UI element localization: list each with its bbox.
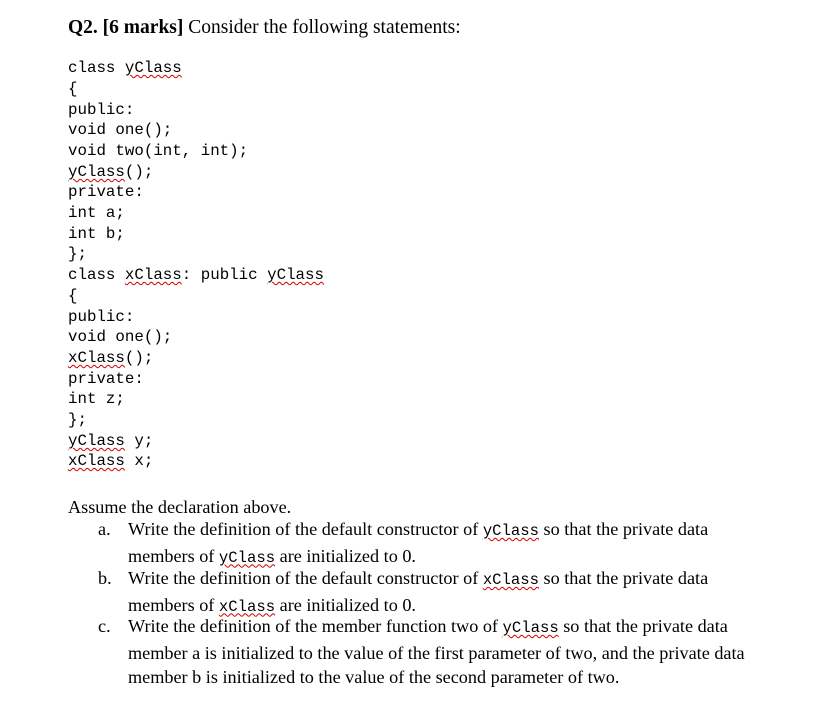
item-text-line: member a is initialized to the value of the first parameter of two, and the private data — [128, 642, 745, 663]
intro-text: Assume the declaration above. — [68, 497, 292, 517]
code-line: private: — [68, 183, 144, 201]
item-text-segment: so that the private data — [538, 568, 709, 588]
class-identifier: yClass — [124, 59, 182, 77]
code-text: (); — [124, 163, 154, 181]
item-marker: a. — [98, 519, 111, 539]
code-line — [68, 59, 182, 77]
code-line: int b; — [68, 225, 125, 243]
question-marks: [6 marks] — [102, 17, 184, 38]
item-text-segment: are initialized to 0. — [275, 594, 416, 615]
code-line: public: — [68, 101, 135, 119]
class-identifier: yClass — [68, 432, 125, 450]
item-text-segment: so that the private data — [558, 616, 728, 636]
item-text-segment: members of — [128, 594, 219, 615]
item-text-segment: are initialized to 0. — [275, 545, 416, 566]
class-identifier: yClass — [267, 266, 324, 284]
question-heading — [68, 17, 461, 39]
code-keyword: class — [68, 59, 125, 77]
code-line: void one(); — [68, 328, 173, 346]
code-line — [68, 266, 324, 284]
code-line: public: — [68, 308, 135, 326]
item-text-segment: members of — [128, 545, 219, 566]
code-line: private: — [68, 370, 144, 388]
item-text — [128, 614, 745, 690]
code-line: }; — [68, 411, 87, 429]
code-line: int z; — [68, 390, 125, 408]
item-text-segment: Write the definition of the member function two of — [128, 616, 503, 636]
code-line: void two(int, int); — [68, 142, 249, 160]
class-identifier: xClass — [68, 452, 125, 470]
item-text-segment: Write the definition of the default constructor of — [128, 519, 483, 539]
class-identifier: yClass — [218, 548, 276, 567]
code-text: : public — [181, 266, 268, 284]
item-text-segment: Write the definition of the default constructor of — [128, 568, 483, 588]
code-line: void one(); — [68, 121, 173, 139]
code-line: }; — [68, 245, 87, 263]
class-identifier: xClass — [218, 597, 276, 616]
code-line — [68, 163, 153, 181]
class-identifier: xClass — [124, 266, 182, 284]
code-line: { — [68, 80, 78, 98]
code-line: int a; — [68, 204, 125, 222]
class-identifier: yClass — [502, 619, 559, 637]
item-text — [128, 566, 708, 619]
code-line — [68, 452, 153, 470]
question-prompt: Consider the following statements: — [188, 17, 461, 38]
class-identifier: yClass — [482, 522, 539, 540]
item-marker: b. — [98, 568, 112, 588]
code-keyword: class — [68, 266, 125, 284]
item-marker: c. — [98, 616, 111, 636]
class-identifier: xClass — [68, 349, 125, 367]
class-identifier: xClass — [482, 571, 539, 589]
question-number: Q2. — [68, 17, 98, 38]
code-text: x; — [124, 452, 154, 470]
code-text: (); — [124, 349, 154, 367]
item-text — [128, 517, 708, 570]
code-line — [68, 349, 153, 367]
code-text: y; — [124, 432, 154, 450]
class-identifier: yClass — [68, 163, 125, 181]
code-line — [68, 432, 153, 450]
code-line: { — [68, 287, 78, 305]
item-text-line: member b is initialized to the value of the second parameter of two. — [128, 667, 620, 687]
item-text-segment: so that the private data — [538, 519, 709, 539]
